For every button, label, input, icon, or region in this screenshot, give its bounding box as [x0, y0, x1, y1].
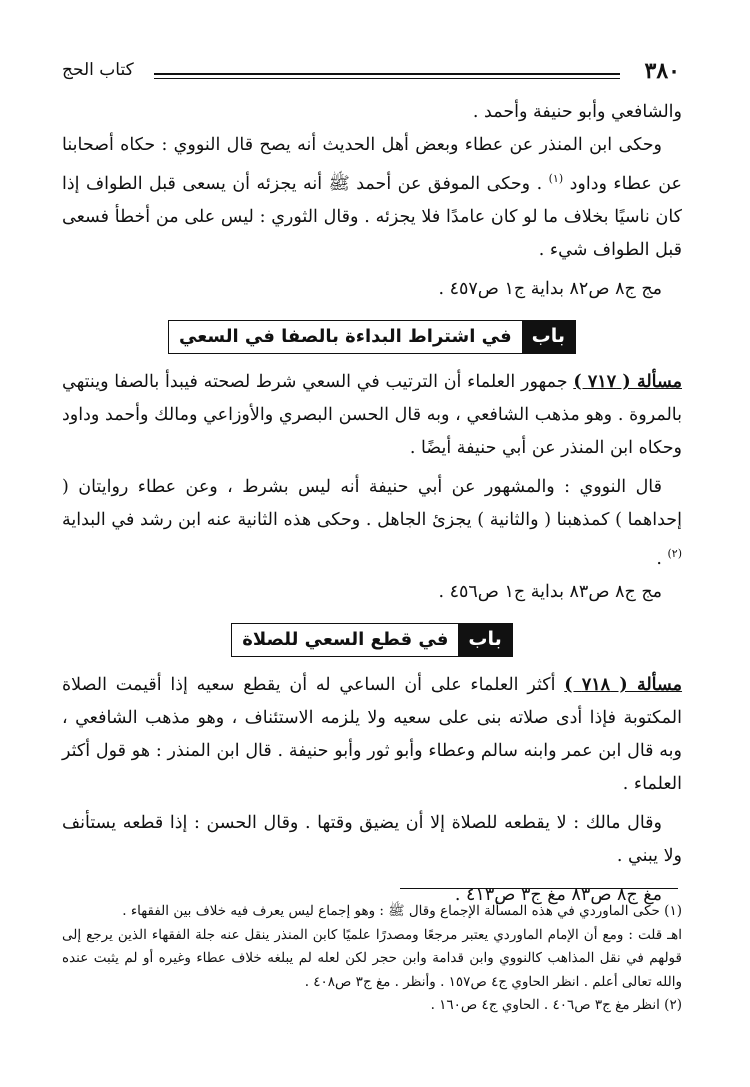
paragraph-text: وحكى ابن المنذر عن عطاء وبعض أهل الحديث أنه يصح قال النووي : حكاه أصحابنا عن عطاء وداود	[62, 135, 682, 194]
masala-text: جمهور العلماء أن الترتيب في السعي شرط لصحته فيبدأ بالصفا وينتهي بالمروة . وهو مذهب الشافعي ، وبه قال الحسن البصري والأوزاعي ومالك وأحمد وداود وحكاه ابن المنذر عن أبي حنيفة أيضًا .	[62, 371, 682, 458]
masala-paragraph	[62, 669, 682, 801]
footnotes	[62, 900, 682, 1018]
footnote-marker: (٢)	[667, 546, 682, 560]
reference-line: مج ج٨ ص٨٣ بداية ج١ ص٤٥٦ .	[438, 581, 662, 602]
section-heading	[62, 320, 682, 354]
section-label: باب	[522, 321, 575, 353]
header-rule	[154, 73, 620, 75]
paragraph: والشافعي وأبو حنيفة وأحمد .	[472, 102, 682, 122]
masala-label: مسألة ( ٧١٧ )	[573, 371, 682, 392]
paragraph: وقال مالك : لا يقطعه للصلاة إلا أن يضيق وقتها . وقال الحسن : إذا قطعه يستأنف ولا يبني .	[62, 812, 682, 866]
paragraph-text: . وحكى الموفق عن أحمد ﷺ أنه يجزئه أن يسعى قبل الطواف إذا كان ناسيًا بخلاف ما لو كان عامدًا فلا يجزئه . وقال الثوري : ليس على من أخطأ فسعى قبل الطواف شيء .	[62, 173, 682, 260]
paragraph	[62, 471, 682, 576]
footnote-1-continued: اهـ قلت : ومع أن الإمام الماوردي يعتبر مرجعًا ومصدرًا علميًا كابن المنذر ينقل عنه جلة الفقهاء الذين يرجع إلى قولهم في نقل المذاهب كالنووي وابن قدامة وابن حجر لكن لعله لم يبلغه خلاف عطاء وغيره أو لم يثبت عنده والله تعالى أعلم . انظر الحاوي ج٤ ص١٥٧ . وأنظر . مغ ج٣ ص٤٠٨ .	[62, 926, 682, 990]
masala-label: مسألة ( ٧١٨ )	[564, 674, 683, 695]
section-title: في قطع السعي للصلاة	[242, 629, 449, 651]
footnote-1: (١) حكى الماوردي في هذه المسألة الإجماع وقال ﷺ : وهو إجماع ليس يعرف فيه خلاف بين الفقهاء .	[122, 903, 682, 919]
page-number: ٣٨٠	[644, 58, 680, 84]
section-label: باب	[458, 624, 511, 656]
running-title: كتاب الحج	[62, 60, 134, 80]
paragraph-end: .	[656, 548, 662, 569]
masala-text: أكثر العلماء على أن الساعي له أن يقطع سعيه إذا أقيمت الصلاة المكتوبة فإذا أدى صلاته بنى على سعيه ولا يلزمه الاستئناف ، وهو مذهب الشافعي ، وبه قال ابن عمر وابنه سالم وعطاء وأبو ثور وأبو حنيفة . قال ابن المنذر : هو قول أكثر العلماء .	[62, 674, 682, 794]
section-heading-box	[231, 623, 513, 657]
paragraph-text: قال النووي : والمشهور عن أبي حنيفة أنه ليس بشرط ، وعن عطاء روايتان ( إحداهما ) كمذهبنا ( والثانية ) يجزئ الجاهل . وحكى هذه الثانية عنه ابن رشد في البداية	[62, 476, 682, 530]
main-text	[62, 96, 682, 912]
paragraph	[62, 129, 682, 267]
footnote-marker: (١)	[548, 172, 564, 185]
section-heading-box	[168, 320, 576, 354]
section-title: في اشتراط البداءة بالصفا في السعي	[179, 326, 512, 348]
masala-paragraph	[62, 366, 682, 465]
header-rule-thin	[154, 78, 620, 79]
footnote-2: (٢) انظر مغ ج٣ ص٤٠٦ . الحاوي ج٤ ص١٦٠ .	[430, 997, 682, 1013]
page-header	[62, 58, 680, 88]
footnote-separator	[400, 888, 678, 889]
reference-line: مج ج٨ ص٨٢ بداية ج١ ص٤٥٧ .	[438, 278, 662, 299]
section-heading	[62, 623, 682, 657]
reference-line: مغ ج٨ ص٨٣ مغ ج٣ ص٤١٣ .	[454, 884, 662, 905]
